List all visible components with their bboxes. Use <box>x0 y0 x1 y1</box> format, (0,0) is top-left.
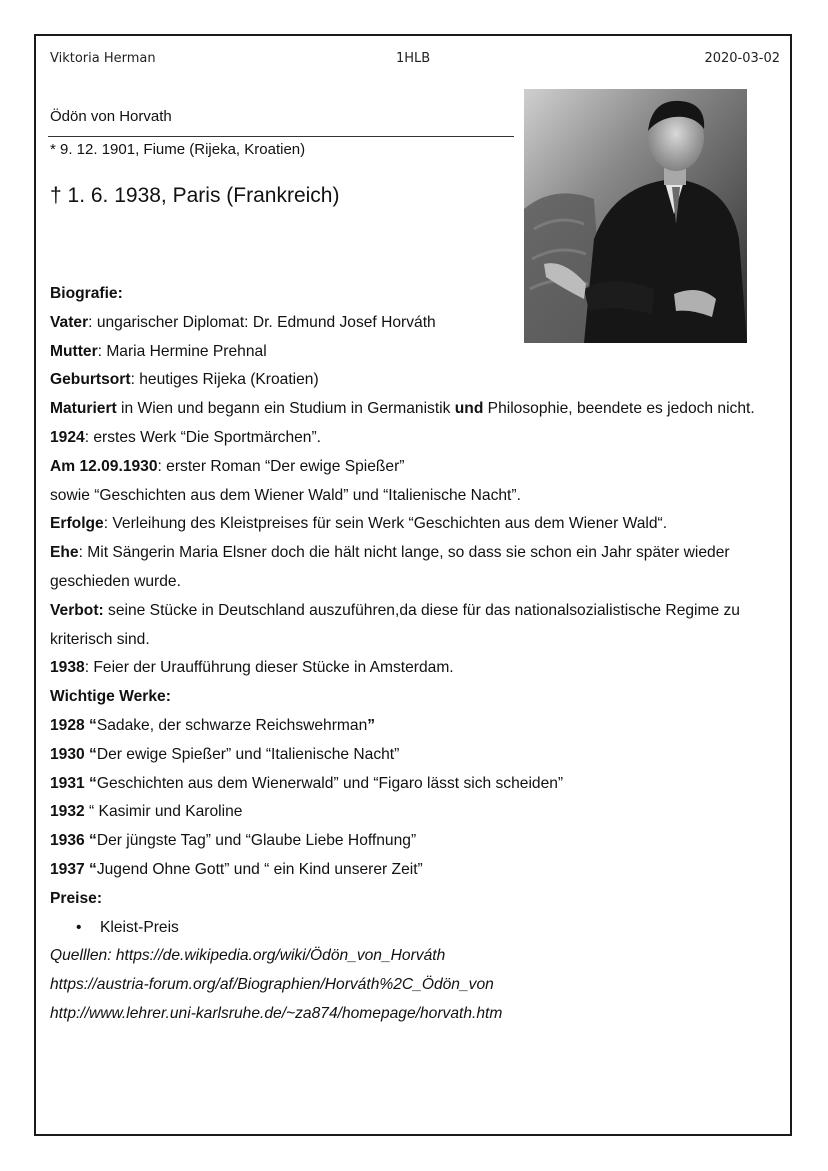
author-name: Ödön von Horvath <box>50 108 172 125</box>
bio-1924 <box>50 424 790 453</box>
marriage-label: Ehe <box>50 544 79 562</box>
year-1938-label: 1938 <box>50 659 85 677</box>
work-year: 1937 “ <box>50 860 97 878</box>
success-label: Erfolge <box>50 515 104 533</box>
works-heading: Wichtige Werke: <box>50 688 171 706</box>
class-label: 1HLB <box>396 51 431 66</box>
source-link[interactable]: Quelllen: https://de.wikipedia.org/wiki/Ödön_von_Horváth <box>50 947 446 965</box>
bullet-icon: • <box>76 918 82 936</box>
education-text-2: Philosophie, beendete es jedoch nicht. <box>483 400 755 418</box>
prize-text: Kleist-Preis <box>100 918 179 936</box>
ban-label: Verbot: <box>50 601 104 619</box>
marriage-text: : Mit Sängerin Maria Elsner doch die hält nicht lange, so dass sie schon ein Jahr später wieder geschieden wurde. <box>50 544 730 590</box>
work-year: 1931 “ <box>50 774 97 792</box>
work-year: 1936 “ <box>50 832 97 850</box>
work-title: “ Kasimir und Karoline <box>84 803 243 821</box>
first-novel-text: : erster Roman “Der ewige Spießer” <box>157 457 405 475</box>
bio-success <box>50 510 790 539</box>
education-label: Maturiert <box>50 400 117 418</box>
bio-education <box>50 395 790 424</box>
year-1938-text: : Feier der Uraufführung dieser Stücke in Amsterdam. <box>84 659 454 677</box>
father-label: Vater <box>50 313 89 331</box>
bio-father <box>50 309 790 338</box>
death-info: † 1. 6. 1938, Paris (Frankreich) <box>50 184 340 207</box>
bio-1938 <box>50 654 790 683</box>
work-title: Sadake, der schwarze Reichswehrman <box>96 716 368 734</box>
work-title: Geschichten aus dem Wienerwald” und “Figaro lässt sich scheiden” <box>96 774 564 792</box>
success-text: : Verleihung des Kleistpreises für sein Werk “Geschichten aus dem Wiener Wald“. <box>103 515 668 533</box>
bio-mother <box>50 338 790 367</box>
work-item <box>50 712 790 741</box>
bio-ban <box>50 597 790 655</box>
biography-body <box>50 280 790 1029</box>
birth-info: * 9. 12. 1901, Fiume (Rijeka, Kroatien) <box>50 141 306 158</box>
bio-sowie: sowie “Geschichten aus dem Wiener Wald” und “Italienische Nacht”. <box>50 486 521 504</box>
prize-item <box>50 914 790 943</box>
source-link[interactable]: http://www.lehrer.uni-karlsruhe.de/~za874/homepage/horvath.htm <box>50 1004 503 1022</box>
work-year: 1932 <box>50 803 85 821</box>
student-name: Viktoria Herman <box>50 51 156 66</box>
bio-heading: Biografie: <box>50 285 123 302</box>
education-text-1: in Wien und begann ein Studium in Germanistik <box>116 400 455 418</box>
father-text: : ungarischer Diplomat: Dr. Edmund Josef Horváth <box>88 313 436 331</box>
work-year: 1930 “ <box>50 745 97 763</box>
bio-birthplace <box>50 366 790 395</box>
birthplace-text: : heutiges Rijeka (Kroatien) <box>130 371 319 389</box>
mother-text: : Maria Hermine Prehnal <box>97 342 267 360</box>
year-1924-label: 1924 <box>50 428 85 446</box>
ban-text: seine Stücke in Deutschland auszuführen,da diese für das nationalsozialistische Regime zu kriterisch sind. <box>50 601 740 648</box>
first-novel-label: Am 12.09.1930 <box>50 457 158 475</box>
work-item <box>50 741 790 770</box>
work-title: Jugend Ohne Gott” und “ ein Kind unserer Zeit” <box>96 860 423 878</box>
work-item <box>50 798 790 827</box>
work-title: Der ewige Spießer” und “Italienische Nacht” <box>96 745 400 763</box>
work-item <box>50 770 790 799</box>
bio-first-novel <box>50 453 790 482</box>
prizes-heading: Preise: <box>50 889 103 907</box>
work-title: Der jüngste Tag” und “Glaube Liebe Hoffnung” <box>96 832 417 850</box>
education-und: und <box>454 400 484 418</box>
birthplace-label: Geburtsort <box>50 371 131 389</box>
divider <box>48 136 514 137</box>
mother-label: Mutter <box>50 342 98 360</box>
year-1924-text: : erstes Werk “Die Sportmärchen”. <box>84 428 321 446</box>
work-item <box>50 856 790 885</box>
document-date: 2020-03-02 <box>704 51 780 66</box>
work-year: 1928 “ <box>50 716 97 734</box>
source-link[interactable]: https://austria-forum.org/af/Biographien/Horváth%2C_Ödön_von <box>50 976 494 994</box>
work-item <box>50 827 790 856</box>
bio-marriage <box>50 539 790 597</box>
work-close-quote: ” <box>367 716 376 734</box>
